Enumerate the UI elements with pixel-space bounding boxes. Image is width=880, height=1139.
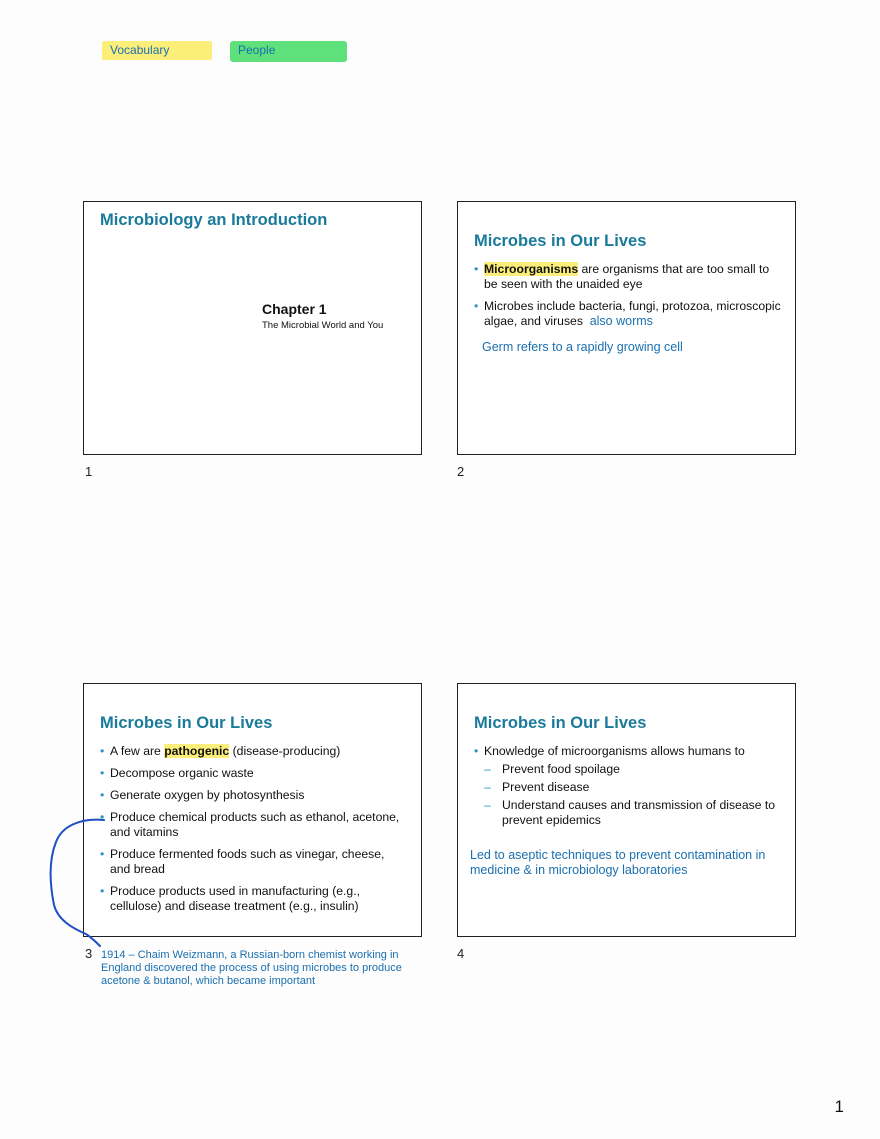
vocab-term: Microorganisms [484,262,579,276]
bullet: • Generate oxygen by photosynthesis [100,788,407,803]
bullet-text: (disease-producing) [229,744,341,758]
slide-1-title: Microbiology an Introduction [100,211,328,229]
handwritten-footnote: 1914 – Chaim Weizmann, a Russian-born chemist working in England discovered the process of using microbes to produce acetone & butanol, which became important [101,949,402,987]
slide-2-title: Microbes in Our Lives [474,232,647,250]
bullet: • Produce products used in manufacturing (e.g., cellulose) and disease treatment (e.g., insulin) [100,884,407,914]
vocabulary-highlight-tag: Vocabulary [102,41,212,60]
people-highlight-tag: People [230,41,347,62]
slide-3-number: 3 [85,946,93,961]
slide-3-title: Microbes in Our Lives [100,714,273,732]
bullet: • Produce chemical products such as ethanol, acetone, and vitamins [100,810,407,840]
sub-bullet: – Understand causes and transmission of disease to prevent epidemics [484,798,781,828]
slide-4-note: Led to aseptic techniques to prevent contamination in medicine & in microbiology laboratories [470,848,766,877]
handwritten-note: also worms [589,314,653,328]
bullet: • Decompose organic waste [100,766,407,781]
sub-bullet: – Prevent disease [484,780,781,795]
sub-bullet: – Prevent food spoilage [484,762,781,777]
slide-2-note: Germ refers to a rapidly growing cell [482,340,683,354]
bullet: • Produce fermented foods such as vinegar, cheese, and bread [100,847,407,877]
chapter-heading: Chapter 1 [262,301,327,317]
bullet-text: A few are [110,744,165,758]
slide-4-number: 4 [457,946,465,961]
slide-1-number: 1 [85,464,93,479]
vocab-term: pathogenic [164,744,230,758]
page-number: 1 [834,1097,844,1116]
bullet-text: Microbes include bacteria, fungi, protozoa, microscopic algae, and viruses [484,299,781,328]
slide-2-number: 2 [457,464,465,479]
slide-4-title: Microbes in Our Lives [474,714,647,732]
chapter-subtitle: The Microbial World and You [262,320,384,331]
bullet-text: are organisms that are too small to be seen with the unaided eye [484,262,770,291]
bullet: • Knowledge of microorganisms allows humans to [474,744,781,759]
